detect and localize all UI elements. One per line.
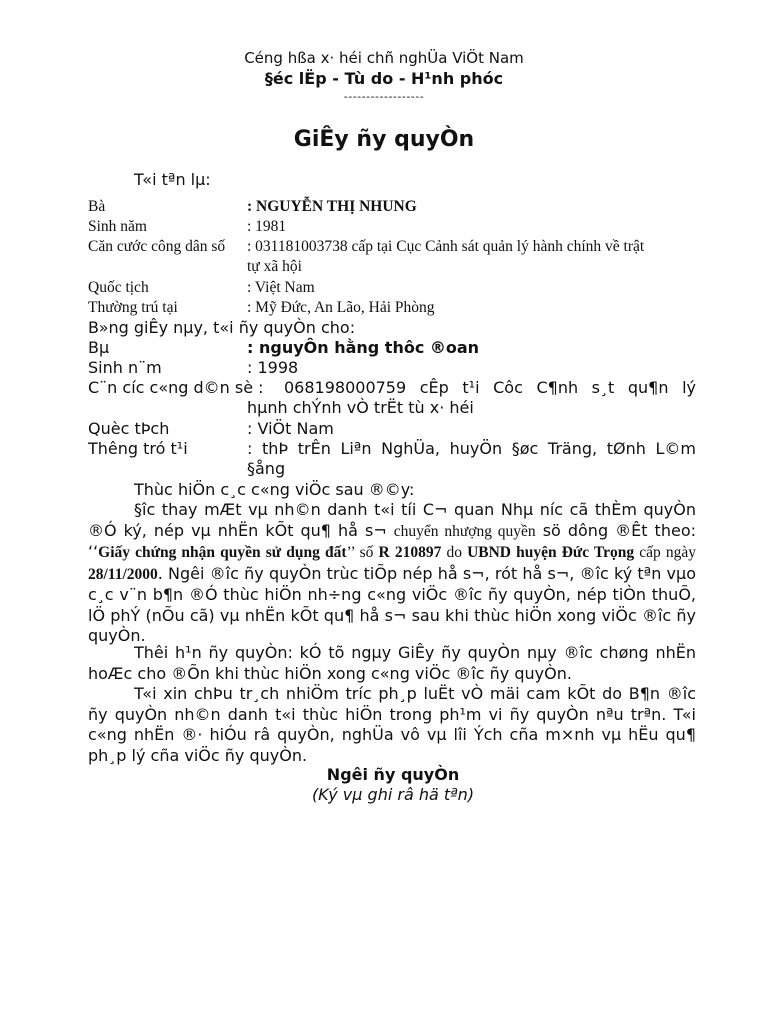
grantor-id-value-cont: tự xã hội	[247, 258, 302, 275]
nation-header: Céng hßa x· héi chñ nghÜa ViÖt Nam	[244, 49, 524, 67]
para1-text-4: do	[441, 544, 468, 561]
issuing-authority: UBND huyện Đức Trọng	[467, 544, 635, 561]
tasks-intro: Thùc hiÖn c¸c c«ng viÖc sau ®©y:	[134, 480, 415, 499]
commitment-paragraph: T«i xin chÞu tr¸ch nhiÖm tríc ph¸p luËt vÒ mäi cam kÕt do B¶n ®îc ñy quyÒn nh©n danh t«i thùc hiÖn trong ph¹m vi ñy quyÒn nªu trªn. T«i c«ng nhËn ®· hiÓu râ quyÒn, nghÜa vô vµ lîi Ých cña m×nh vµ hËu qu¶ ph¸p lý cña viÖc ñy quyÒn.	[88, 684, 696, 765]
grantee-residence-cont: §ång	[247, 459, 286, 478]
para1-text-3: ’’ số	[346, 544, 379, 561]
grantor-nationality: : Việt Nam	[247, 279, 315, 296]
grantee-nationality-label: Quèc tÞch	[88, 419, 170, 438]
grantor-residence-label: Thường trú tại	[88, 299, 178, 316]
signature-note: (Ký vµ ghi râ hä tªn)	[311, 785, 475, 804]
grantee-birth-year: : 1998	[247, 358, 299, 377]
grantee-name: : nguyÔn hằng thôc ®oan	[247, 338, 480, 357]
duration-paragraph: Thêi h¹n ñy quyÒn: kÓ tõ ngµy GiÊy ñy quyÒn nµy ®îc chøng nhËn hoÆc cho ®Õn khi thùc hiÖn xong c«ng viÖc ®îc ñy quyÒn.	[88, 643, 696, 683]
transfer-type: chuyển nhượng quyền	[393, 522, 536, 540]
grantor-residence: : Mỹ Đức, An Lão, Hải Phòng	[247, 299, 435, 316]
grantee-nationality: : ViÖt Nam	[247, 419, 334, 438]
certificate-number: R 210897	[378, 544, 442, 561]
motto: §éc lËp - Tù do - H¹nh phóc	[264, 69, 504, 88]
authorized-tasks-paragraph	[88, 500, 696, 647]
header-divider: ------------------	[343, 90, 425, 103]
document-title: GiÊy ñy quyÒn	[293, 127, 475, 152]
signature-title: Ngêi ñy quyÒn	[326, 765, 460, 784]
certificate-name: Giấy chứng nhận quyền sử dụng đất	[98, 544, 347, 561]
grantee-id-value-cont: hµnh chÝnh vÒ trËt tù x· héi	[247, 398, 474, 417]
authorization-line: B»ng giÊy nµy, t«i ñy quyÒn cho:	[88, 318, 356, 337]
grantee-id-label: C¨n cíc c«ng d©n sè :	[88, 378, 264, 397]
grantor-name-label: Bà	[88, 198, 106, 215]
para1-text: §îc thay mÆt vµ nh©n danh t«i tíi C¬ quan Nhµ níc cã thÈm quyÒn ®Ó ký, nép vµ nhËn kÕt qu¶ hå s¬	[88, 500, 696, 540]
para1-text-2: sö dông ®Êt theo: ‘‘	[88, 520, 696, 561]
grantor-id-value: : 031181003738 cấp tại Cục Cảnh sát quản lý hành chính về trật	[247, 238, 645, 255]
grantor-nationality-label: Quốc tịch	[88, 279, 149, 296]
grantee-id-value: 068198000759 cÊp t¹i Côc C¶nh s¸t qu¶n lý	[284, 378, 696, 397]
grantee-name-label: Bµ	[88, 338, 110, 357]
para1-text-5: cấp ngày	[634, 544, 696, 561]
grantee-birth-label: Sinh n¨m	[88, 358, 162, 377]
grantee-residence: : thÞ trÊn Liªn NghÜa, huyÖn §øc Träng, tØnh L©m	[247, 439, 696, 458]
grantor-birth-label: Sinh năm	[88, 218, 147, 235]
grantor-birth-year: : 1981	[247, 218, 287, 235]
issue-date: 28/11/2000	[88, 565, 158, 583]
para1-text-6: . Ngêi ®îc ñy quyÒn trùc tiÕp nép hå s¬, rót hå s¬, ®îc ký tªn vµo c¸c v¨n b¶n ®Ó thùc hiÖn nh÷ng c«ng viÖc ®îc ñy quyÒn, nép tiÒn thuÕ, lÖ phÝ (nÕu cã) vµ nhËn kÕt qu¶ hå s¬ sau khi thùc hiÖn xong viÖc ®îc ñy quyÒn.	[88, 563, 696, 645]
grantee-residence-label: Thêng tró t¹i	[88, 439, 188, 458]
intro-line: T«i tªn lµ:	[134, 170, 211, 189]
grantor-name: : NGUYỄN THỊ NHUNG	[247, 198, 417, 215]
grantor-id-label: Căn cước công dân số	[88, 238, 226, 255]
